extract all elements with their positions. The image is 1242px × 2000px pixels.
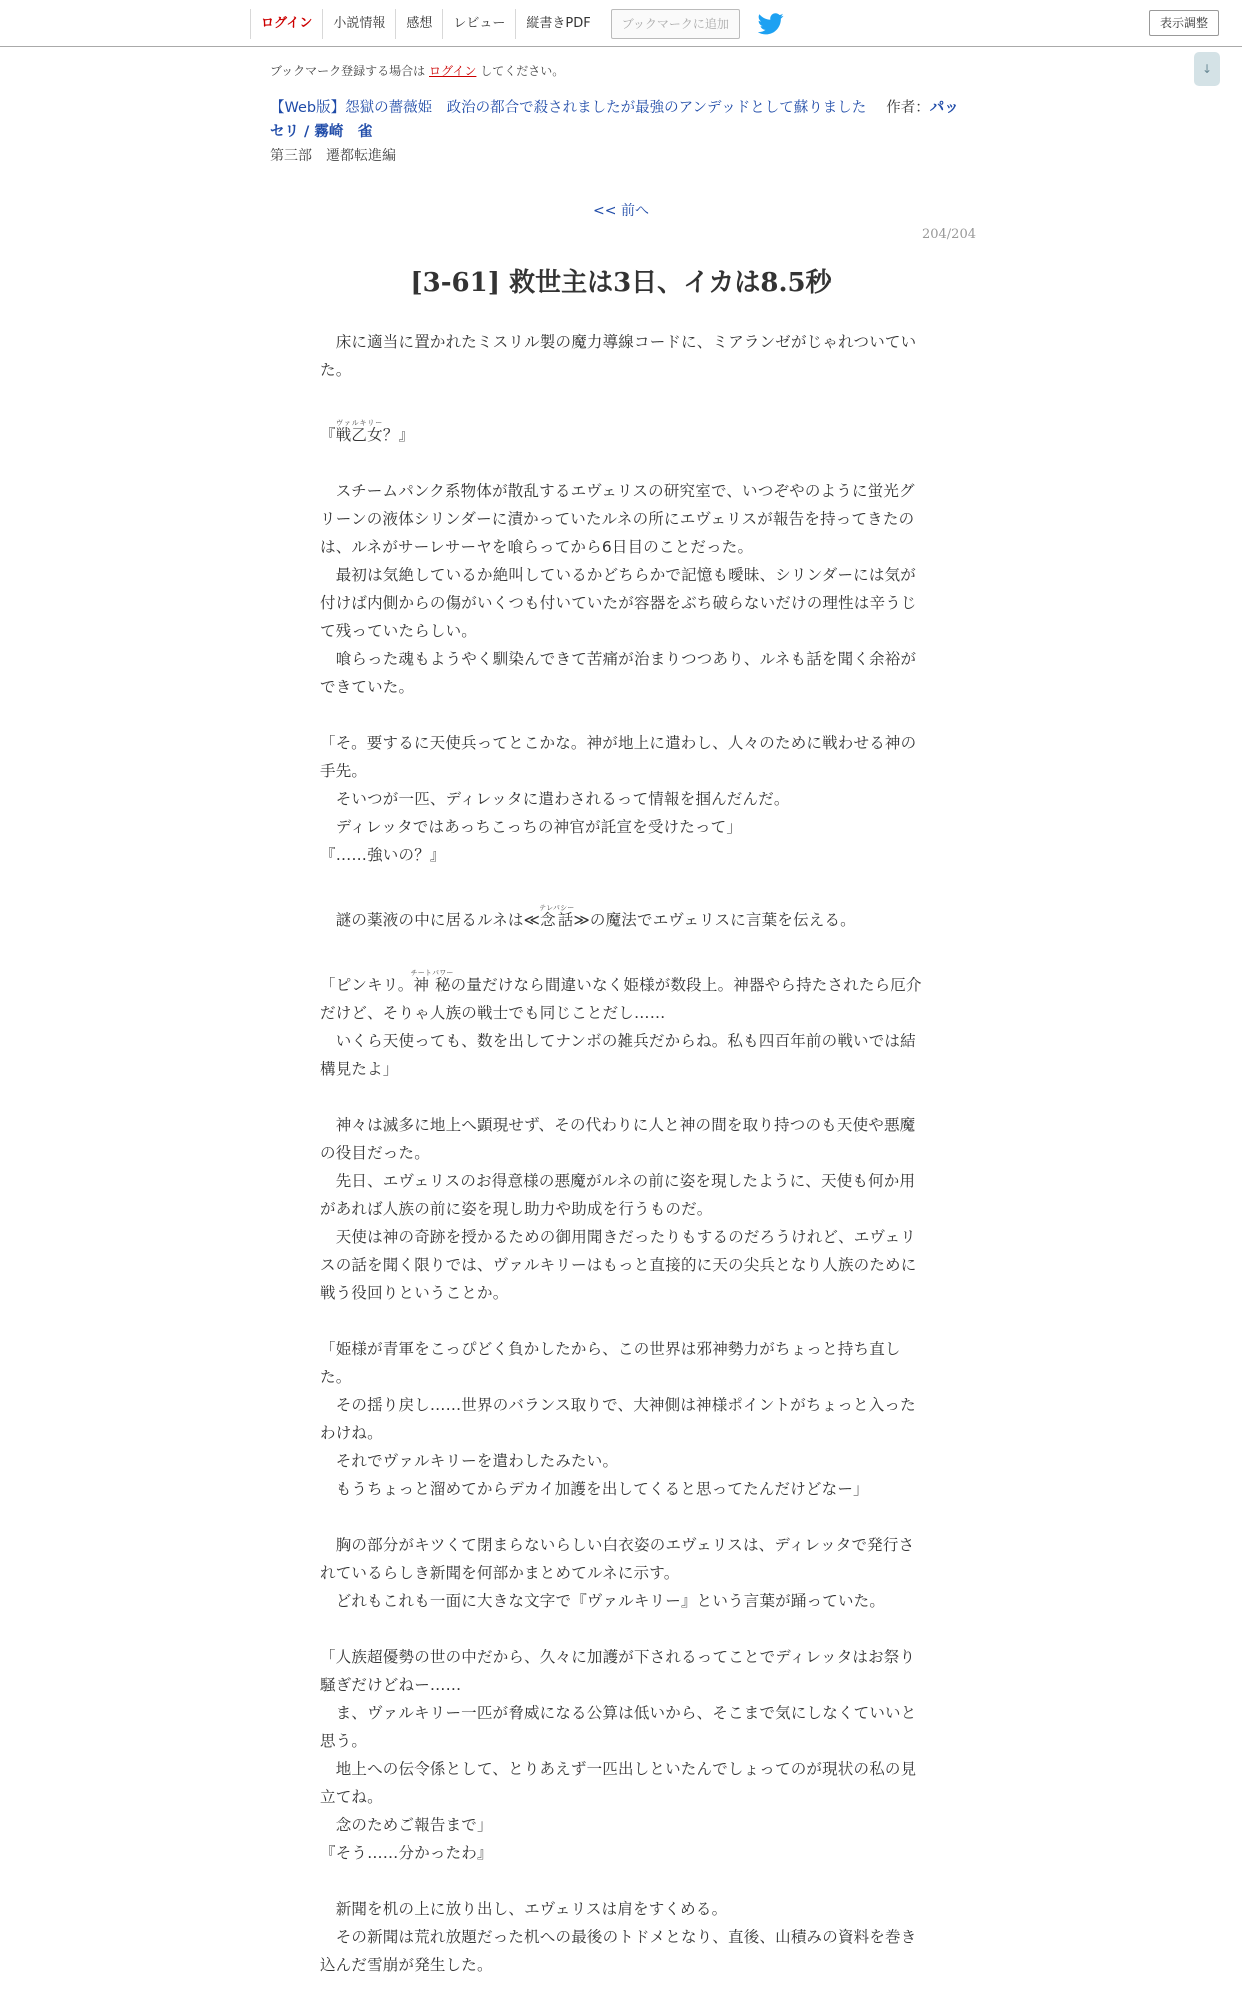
episode-body (320, 328, 925, 1979)
ruby-text: テレパシー (539, 904, 575, 912)
ruby-base: 念話 (539, 911, 575, 929)
body-blank-line (320, 1867, 925, 1895)
body-text-fragment: 「ピンキリ。 (320, 976, 414, 994)
ruby-valkyrie (335, 419, 383, 444)
body-paragraph: その揺り戻し……世界のバランス取りで、大神側は神様ポイントがちょっと入ったわけね。 (320, 1396, 916, 1442)
body-paragraph: もうちょっと溜めてからデカイ加護を出してくると思ってたんだけどなー」 (320, 1480, 869, 1498)
scroll-down-button[interactable]: ↓ (1194, 52, 1220, 86)
author-link[interactable]: パッセリ / 霧崎 雀 (270, 100, 959, 140)
ruby-text: チートパワー (410, 969, 454, 977)
body-blank-line (320, 934, 925, 962)
body-paragraph: 地上への伝令係として、とりあえず一匹出しといたんでしょってのが現状の私の見立てね。 (320, 1760, 917, 1806)
body-paragraph: ま、ヴァルキリー一匹が脅威になる公算は低いから、そこまで気にしなくていいと思う。 (320, 1704, 917, 1750)
notice-text-after: してください。 (480, 64, 565, 78)
body-blank-line (320, 869, 925, 897)
nav-impressions[interactable]: 感想 (395, 9, 442, 39)
chapter-name: 第三部 遷都転進編 (270, 148, 396, 164)
author-label: 作者： (886, 100, 930, 116)
body-paragraph: 床に適当に置かれたミスリル製の魔力導線コードに、ミアランゼがじゃれついていた。 (320, 333, 917, 379)
body-paragraph: いくら天使っても、数を出してナンボの雑兵だからね。私も四百年前の戦いでは結構見たよ」 (320, 1032, 916, 1078)
header-bar (0, 0, 1242, 47)
body-paragraph: 先日、エヴェリスのお得意様の悪魔がルネの前に姿を現したように、天使も何か用があれば人族の前に姿を現し助力や助成を行うものだ。 (320, 1172, 916, 1218)
body-blank-line (320, 1307, 925, 1335)
body-paragraph (320, 962, 925, 1027)
novel-title-block (270, 96, 970, 144)
display-settings-button[interactable]: 表示調整 (1149, 10, 1219, 36)
nav-login[interactable]: ログイン (250, 9, 322, 39)
body-blank-line (320, 384, 925, 412)
body-paragraph: 神々は滅多に地上へ顕現せず、その代わりに人と神の間を取り持つのも天使や悪魔の役目だった。 (320, 1116, 916, 1162)
header-nav (250, 0, 784, 47)
notice-login-link[interactable]: ログイン (429, 64, 477, 78)
prev-episode-link[interactable]: << 前へ (593, 203, 649, 219)
episode-title: [3-61] 救世主は3日、イカは8.5秒 (410, 268, 832, 298)
body-paragraph: その新聞は荒れ放題だった机への最後のトドメとなり、直後、山積みの資料を巻き込んだ雪崩が発生した。 (320, 1928, 917, 1974)
nav-review[interactable]: レビュー (442, 9, 515, 39)
body-paragraph (320, 897, 925, 934)
body-blank-line (320, 1503, 925, 1531)
body-text-fragment: の量だけなら間違いなく姫様が数段上。神器やら持たされたら厄介だけど、そりゃ人族の戦士でも同じことだし…… (320, 976, 922, 1022)
bookmark-login-notice (270, 62, 564, 79)
body-paragraph: それでヴァルキリーを遣わしたみたい。 (320, 1452, 619, 1470)
ruby-telepathy (539, 904, 575, 929)
twitter-bird-icon[interactable] (758, 13, 784, 35)
nav-novel-info[interactable]: 小説情報 (322, 9, 395, 39)
ruby-base: 戦乙女 (335, 426, 383, 444)
body-text-fragment: ≫の魔法でエヴェリスに言葉を伝える。 (573, 911, 856, 929)
body-paragraph: 新聞を机の上に放り出し、エヴェリスは肩をすくめる。 (320, 1900, 728, 1918)
body-paragraph: どれもこれも一面に大きな文字で『ヴァルキリー』という言葉が踊っていた。 (320, 1592, 886, 1610)
body-paragraph: 『……強いの？』 (320, 846, 446, 864)
body-paragraph: 喰らった魂もようやく馴染んできて苦痛が治まりつつあり、ルネも話を聞く余裕ができていた。 (320, 650, 917, 696)
body-paragraph: 「そ。要するに天使兵ってとこかな。神が地上に遣わし、人々のために戦わせる神の手先。 (320, 734, 917, 780)
body-paragraph: 最初は気絶しているか絶叫しているかどちらかで記憶も曖昧、シリンダーには気が付けば内側からの傷がいくつも付いていたが容器をぶち破らないだけの理性は辛うじて残っていたらしい。 (320, 566, 917, 640)
novel-title-link[interactable]: 【Web版】怨獄の薔薇姫 政治の都合で殺されましたが最強のアンデッドとして蘇りました (270, 100, 867, 116)
body-text-fragment: 『 (320, 426, 336, 444)
body-paragraph: 「姫様が青軍をこっぴどく負かしたから、この世界は邪神勢力がちょっと持ち直した。 (320, 1340, 901, 1386)
body-paragraph (320, 412, 925, 449)
body-paragraph: そいつが一匹、ディレッタに遣わされるって情報を掴んだんだ。 (320, 790, 790, 808)
body-blank-line (320, 1083, 925, 1111)
body-paragraph: 天使は神の奇跡を授かるための御用聞きだったりもするのだろうけれど、エヴェリスの話を聞く限りでは、ヴァルキリーはもっと直接的に天の尖兵となり人族のために戦う役回りということか。 (320, 1228, 917, 1302)
body-paragraph: 「人族超優勢の世の中だから、久々に加護が下されるってことでディレッタはお祭り騒ぎだけどねー…… (320, 1648, 916, 1694)
body-text-fragment: ？』 (382, 426, 415, 444)
body-blank-line (320, 1615, 925, 1643)
prev-episode-link-wrap (0, 200, 1242, 220)
body-paragraph: 『そう……分かったわ』 (320, 1844, 493, 1862)
body-paragraph: 胸の部分がキツくて閉まらないらしい白衣姿のエヴェリスは、ディレッタで発行されているらしき新聞を何部かまとめてルネに示す。 (320, 1536, 915, 1582)
bookmark-add-button[interactable]: ブックマークに追加 (611, 9, 740, 39)
nav-vertical-pdf[interactable]: 縦書きPDF (515, 9, 600, 39)
ruby-text: ヴァルキリー (335, 419, 383, 427)
notice-text-before: ブックマーク登録する場合は (270, 64, 426, 78)
body-blank-line (320, 701, 925, 729)
body-blank-line (320, 449, 925, 477)
body-paragraph: ディレッタではあっちこっちの神官が託宣を受けたって」 (320, 818, 743, 836)
ruby-cheat-power (410, 969, 454, 994)
body-text-fragment: 謎の薬液の中に居るルネは≪ (320, 911, 541, 929)
body-paragraph: スチームパンク系物体が散乱するエヴェリスの研究室で、いつぞやのように蛍光グリーンの液体シリンダーに漬かっていたルネの所にエヴェリスが報告を持ってきたのは、ルネがサーレサーヤを喰らってから6日目のことだった。 (320, 482, 915, 556)
episode-page-count: 204/204 (921, 227, 976, 242)
body-paragraph: 念のためご報告まで」 (320, 1816, 493, 1834)
ruby-base: 神秘 (410, 976, 454, 994)
